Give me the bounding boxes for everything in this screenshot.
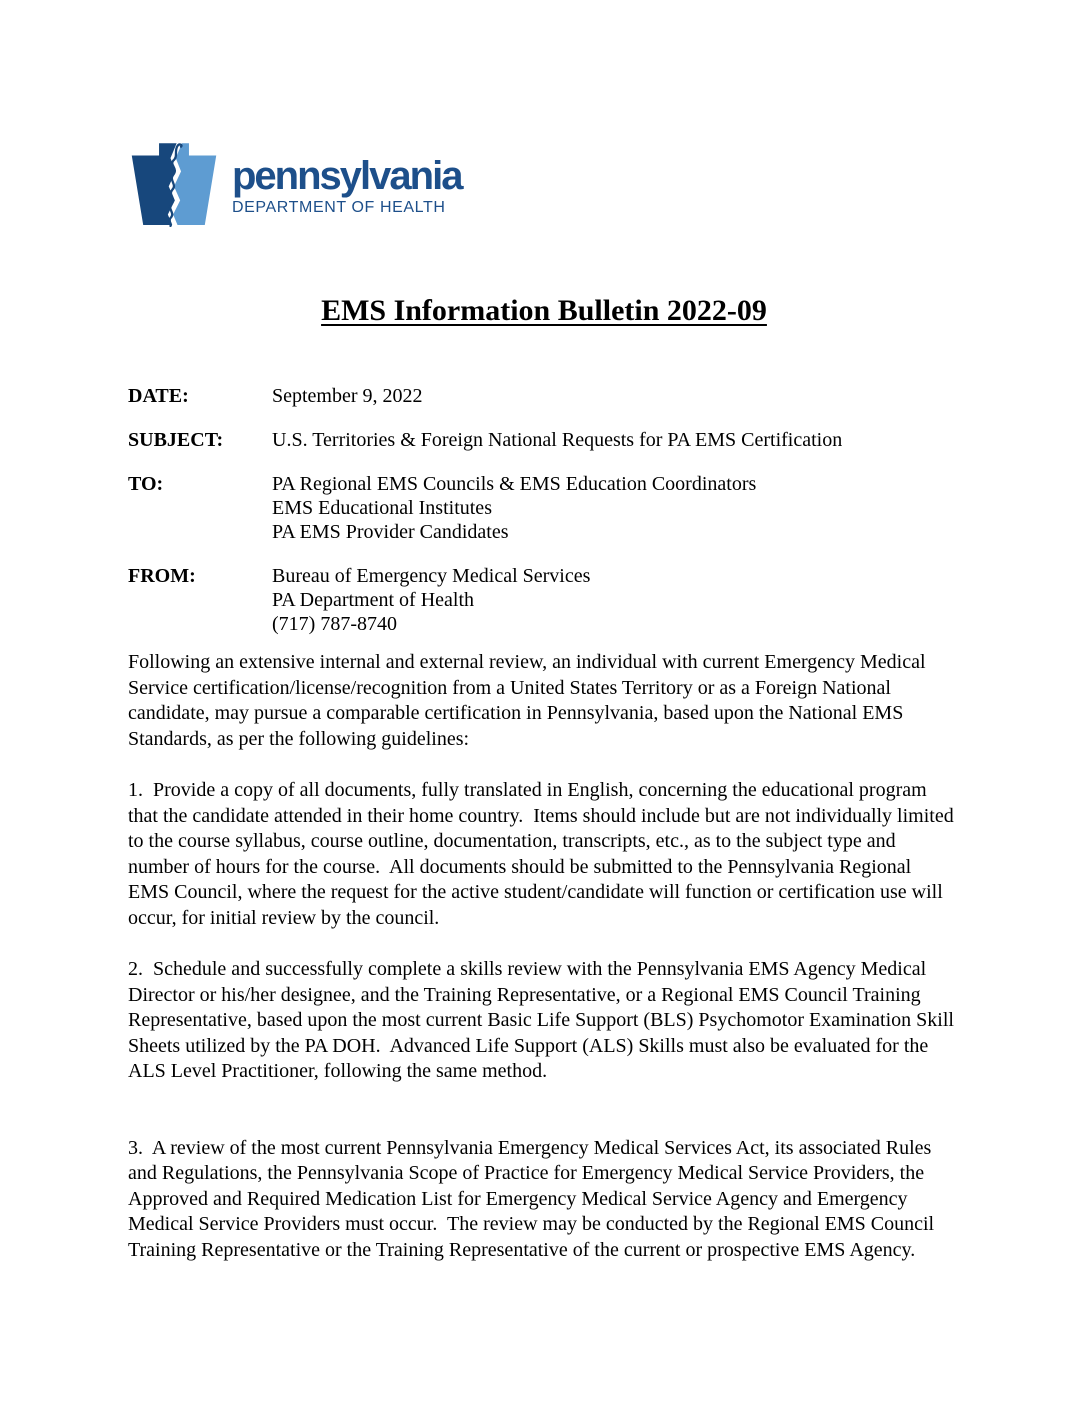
numbered-item-2: 2. Schedule and successfully complete a skills review with the Pennsylvania EMS Agency Medical Director or his/her designee, and the Training Representative, or a Regional EMS Council Training Representative, based upon the most current Basic Life Support (BLS) Psychomotor Examination Skill Sheets utilized by the PA DOH. Advanced Life Support (ALS) Skills must also be evaluated for the ALS Level Practitioner, following the same method. — [128, 958, 959, 1082]
field-value-from — [272, 564, 956, 636]
memo-header — [128, 384, 956, 636]
keystone-left-shape — [132, 143, 177, 225]
field-label-subject: SUBJECT: — [128, 429, 224, 451]
memo-field-subject — [128, 428, 956, 452]
field-value-date — [272, 384, 956, 408]
field-value-to — [272, 472, 956, 544]
logo-department-line: DEPARTMENT OF HEALTH — [232, 199, 446, 216]
field-label-to: TO: — [128, 473, 164, 495]
meta-value-line: Bureau of Emergency Medical Services — [272, 565, 591, 587]
field-label-date: DATE: — [128, 385, 189, 407]
meta-value-line: (717) 787-8740 — [272, 613, 397, 635]
meta-value-line: PA Department of Health — [272, 589, 475, 611]
meta-value-line: EMS Educational Institutes — [272, 497, 492, 519]
field-label-from: FROM: — [128, 565, 196, 587]
bulletin-body — [128, 650, 959, 1289]
memo-field-date — [128, 384, 956, 408]
numbered-item-1: 1. Provide a copy of all documents, fully translated in English, concerning the educational program that the candidate attended in their home country. Items should include but are not individually limited to the course syllabus, course outline, documentation, transcripts, etc., as to the subject type and number of hours for the course. All documents should be submitted to the Pennsylvania Regional EMS Council, where the request for the active student/candidate will function or certification use will occur, for initial review by the council. — [128, 779, 959, 929]
meta-value-line: U.S. Territories & Foreign National Requests for PA EMS Certification — [272, 429, 843, 451]
meta-value-line: PA Regional EMS Councils & EMS Education Coordinators — [272, 473, 757, 495]
logo-text-block — [232, 156, 461, 216]
keystone-caduceus-icon — [130, 143, 218, 227]
meta-value-line: September 9, 2022 — [272, 385, 423, 407]
memo-field-to — [128, 472, 956, 544]
memo-field-from — [128, 564, 956, 636]
numbered-item-3: 3. A review of the most current Pennsylvania Emergency Medical Services Act, its associated Rules and Regulations, the Pennsylvania Scope of Practice for Emergency Medical Service Providers, the Approved and Required Medication List for Emergency Medical Service Agency and Emergency Medical Service Providers must occur. The review may be conducted by the Regional EMS Council Training Representative or the Training Representative of the current or prospective EMS Agency. — [128, 1136, 939, 1261]
intro-paragraph: Following an extensive internal and external review, an individual with current Emergency Medical Service certification/license/recognition from a United States Territory or as a Foreign National candidate, may pursue a comparable certification in Pennsylvania, based upon the National EMS Standards, as per the following guidelines: — [128, 651, 931, 750]
keystone-right-shape — [173, 143, 216, 225]
pa-doh-logo — [130, 143, 461, 227]
field-value-subject — [272, 428, 956, 452]
meta-value-line: PA EMS Provider Candidates — [272, 521, 509, 543]
logo-wordmark: pennsylvania — [232, 154, 462, 198]
bulletin-title: EMS Information Bulletin 2022-09 — [321, 294, 767, 327]
